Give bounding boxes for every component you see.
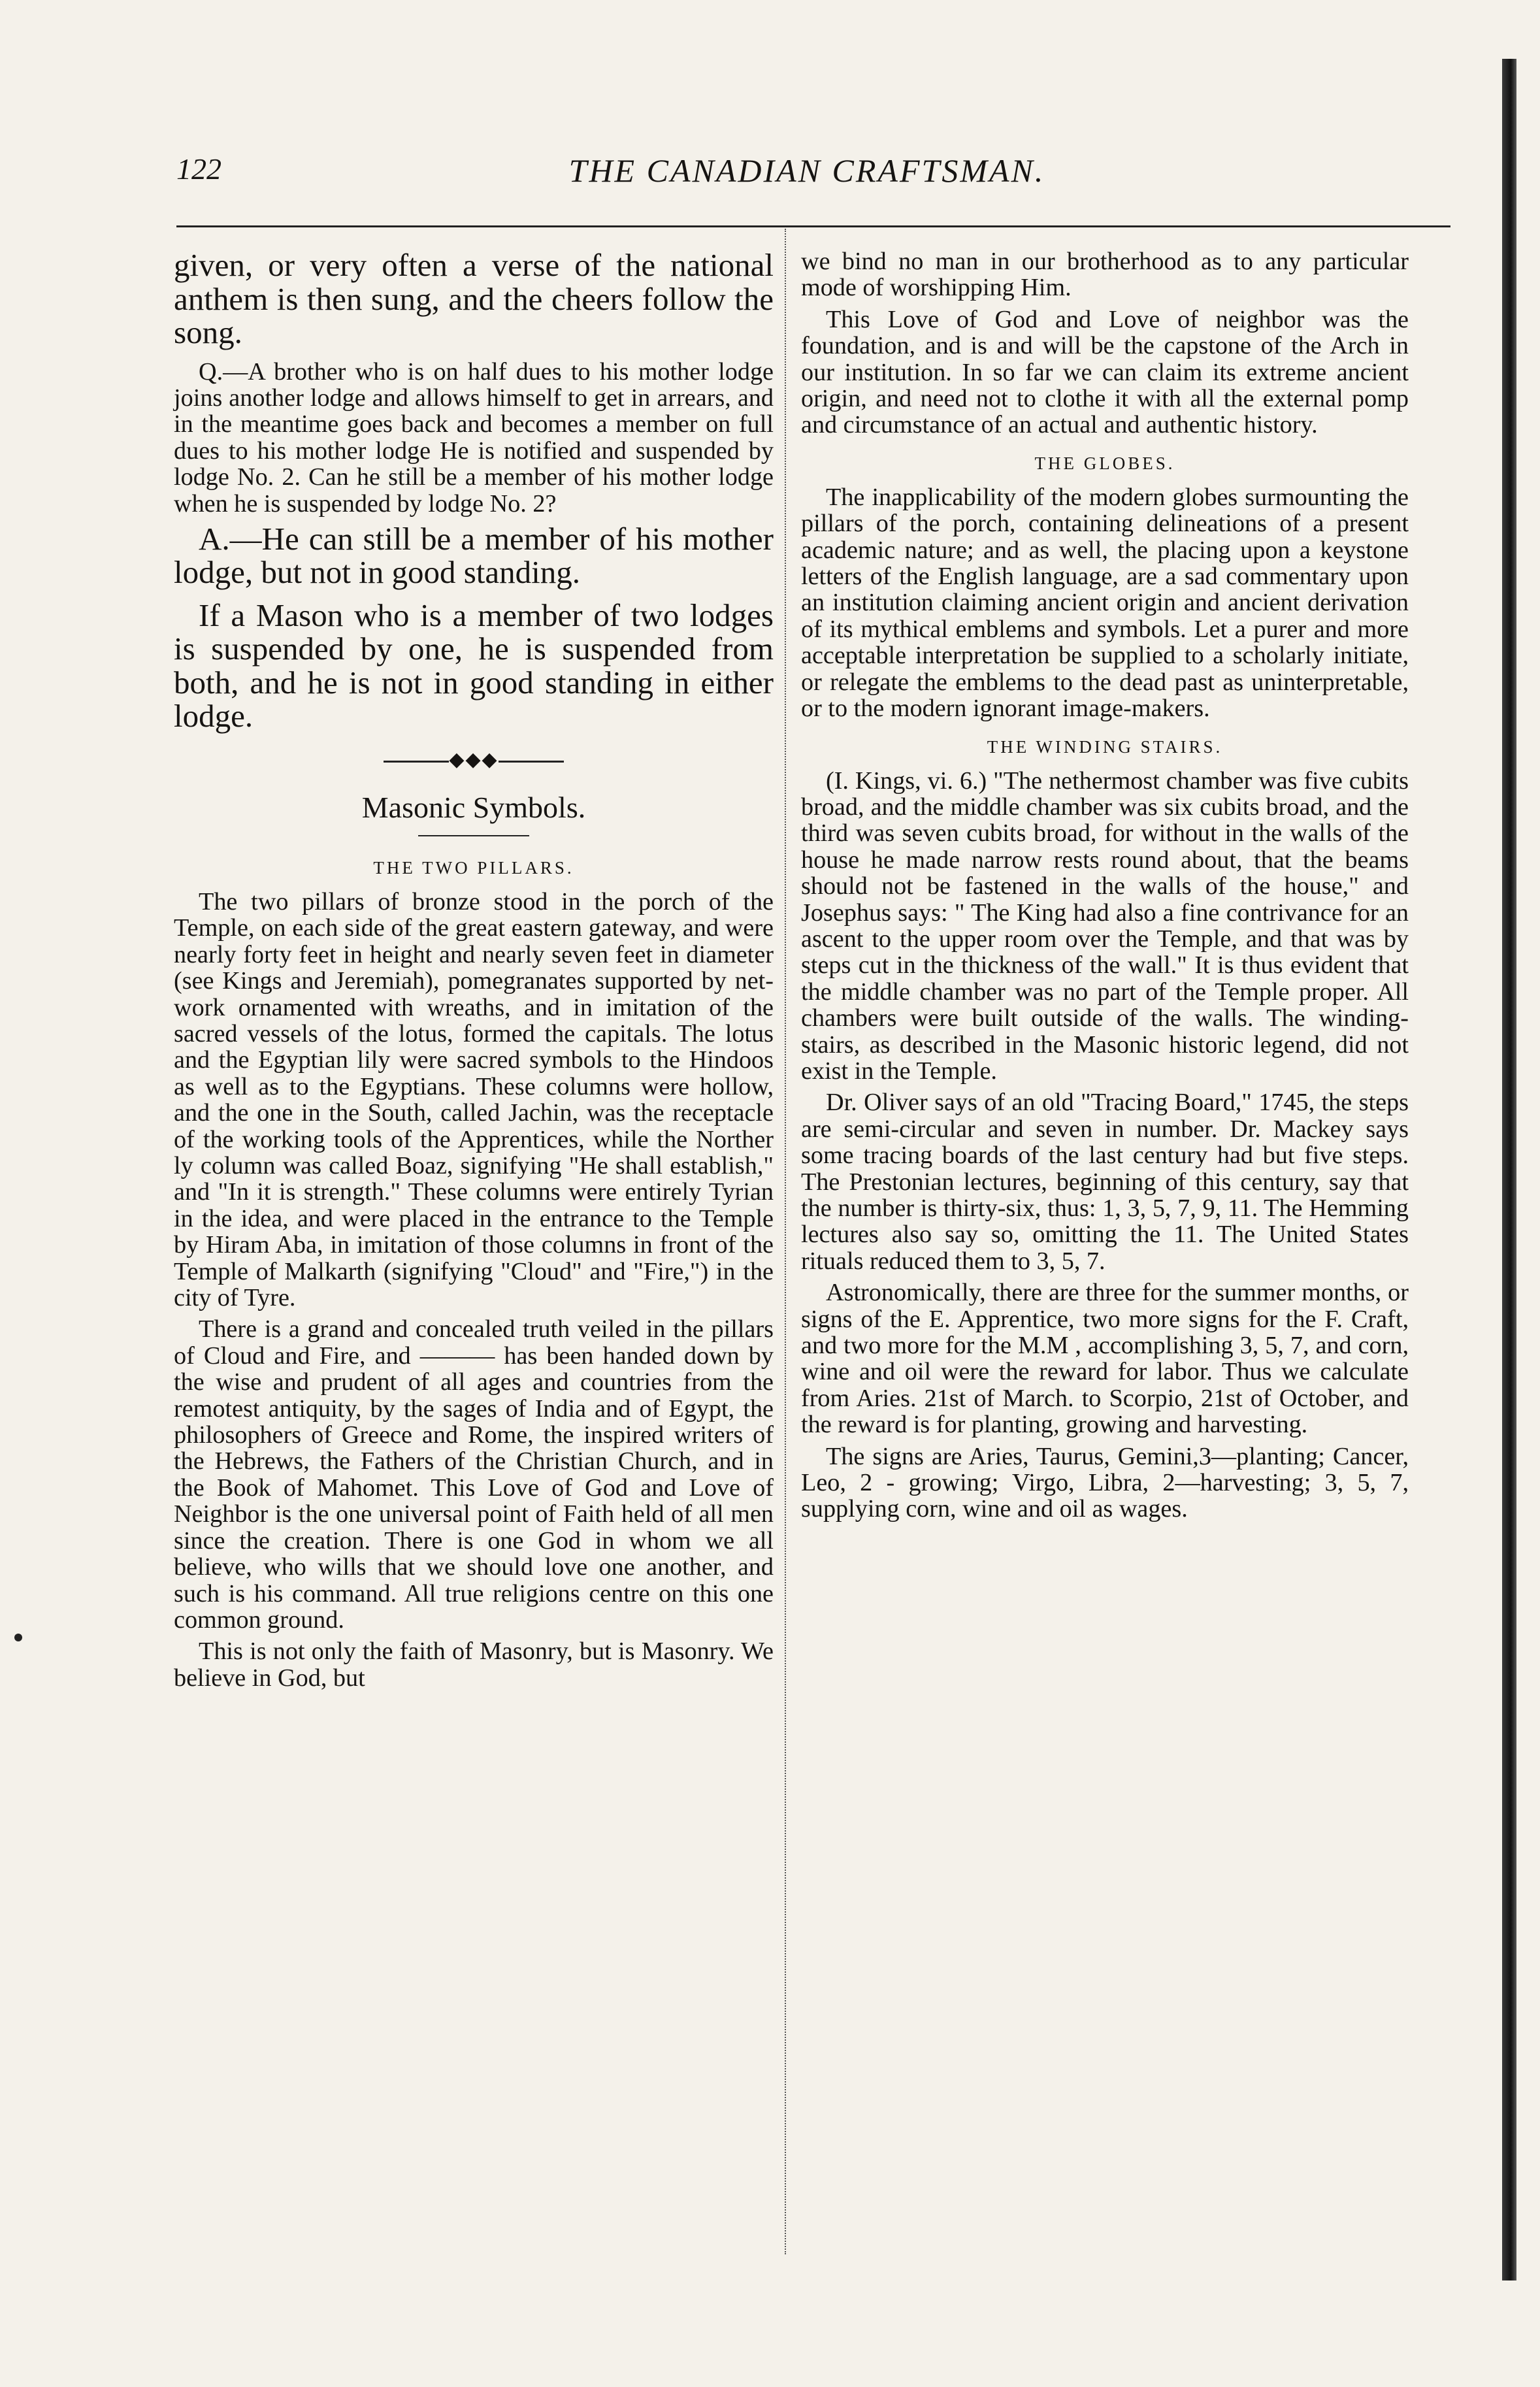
subheading-winding-stairs: THE WINDING STAIRS.	[987, 736, 1223, 757]
section-title: Masonic Symbols.	[361, 790, 586, 824]
subheading-globes: THE GLOBES.	[1034, 453, 1175, 473]
answer-paragraph-2: If a Mason who is a member of two lodges is suspended by one, he is suspended from both, and he is not in good standing in either lodge.	[174, 597, 774, 734]
subheading-two-pillars: THE TWO PILLARS.	[373, 857, 574, 878]
left-column	[174, 248, 774, 1696]
ink-speck	[14, 1634, 22, 1641]
journal-title: THE CANADIAN CRAFTSMAN.	[568, 152, 1045, 189]
pillars-paragraph-2: There is a grand and concealed truth veiled in the pillars of Cloud and Fire, and ——— has been handed down by the wise and prudent of all ages and countries from the remotest antiquity, by the sages of India and of Egypt, the philosophers of Greece and Rome, the inspired writers of the Hebrews, the Fathers of the Christian Church, and in the Book of Mahomet. This Love of God and Love of Neighbor is the one universal point of Faith held of all men since the creation. There is one God in whom we all believe, who wills that we should love one another, and such is his command. All true religions centre on this one common ground.	[174, 1315, 774, 1634]
stairs-paragraph-1: (I. Kings, vi. 6.) "The nethermost chamber was five cubits broad, and the middle chamber was six cubits broad, and the third was seven cubits broad, for without in the walls of the house he made narrow rests round about, that the beams should not be fastened in the walls of the house," and Josephus says: " The King had also a fine contrivance for an ascent to the upper room over the Temple, and that was by steps cut in the thickness of the wall." It is thus evident that the middle chamber was no part of the Temple proper. All chambers were built outside of the walls. The winding-stairs, as described in the Masonic historic legend, did not exist in the Temple.	[801, 766, 1409, 1085]
right-intro-paragraph-2: This Love of God and Love of neighbor was the foundation, and is and will be the capstone of the Arch in our institution. In so far we can claim its extreme ancient origin, and need not to clothe it with all the external pomp and circumstance of an actual and authentic history.	[801, 305, 1409, 439]
header-rule	[176, 225, 1450, 227]
pillars-paragraph-1: The two pillars of bronze stood in the porch of the Temple, on each side of the great eastern gateway, and were nearly forty feet in height and nearly seven feet in diameter (see Kings and Jeremiah), pomegranates supported by net-work ornamented with wreaths, and in imitation of the sacred vessels of the lotus, formed the capitals. The lotus and the Egyptian lily were sacred symbols to the Hindoos as well as to the Egyptians. These columns were hollow, and the one in the South, called Jachin, was the receptacle of the working tools of the Apprentices, while the Norther ly column was called Boaz, signifying "He shall establish," and "In it is strength." These columns were entirely Tyrian in the idea, and were placed in the entrance to the Temple by Hiram Aba, in imitation of those columns in front of the Temple of Malkarth (signifying "Cloud" and "Fire,") in the city of Tyre.	[174, 887, 774, 1312]
right-intro-paragraph-1: we bind no man in our brotherhood as to any particular mode of worshipping Him.	[801, 248, 1409, 302]
stairs-paragraph-2: Dr. Oliver says of an old "Tracing Board," 1745, the steps are semi-circular and seven in number. Dr. Mackey says some tracing boards of the last century had but five steps. The Prestonian lectures, beginning of this century, say that the number is thirty-six, thus: 1, 3, 5, 7, 9, 11. The Hemming lectures also say so, omitting the 11. The United States rituals reduced them to 3, 5, 7.	[801, 1089, 1409, 1275]
stairs-paragraph-3: Astronomically, there are three for the summer months, or signs of the E. Apprentice, two more signs for the F. Craft, and two more for the M.M , accomplishing 3, 5, 7, and corn, wine and oil were the reward for labor. Thus we calculate from Aries. 21st of March. to Scorpio, 21st of October, and the reward is for planting, growing and harvesting.	[801, 1279, 1409, 1439]
answer-paragraph-1: A.—He can still be a member of his mother lodge, but not in good standing.	[174, 520, 774, 591]
answer-block	[174, 522, 774, 733]
title-rule	[418, 835, 529, 836]
page-number: 122	[176, 152, 221, 186]
pillars-paragraph-3: This is not only the faith of Masonry, but is Masonry. We believe in God, but	[174, 1638, 774, 1692]
section-ornament: ◆◆◆	[174, 750, 774, 770]
question-paragraph: Q.—A brother who is on half dues to his mother lodge joins another lodge and allows himself to get in arrears, and in the meantime goes back and becomes a member on full dues to his mother lodge He is notified and suspended by lodge No. 2. Can he still be a member of his mother lodge when he is suspended by lodge No. 2?	[174, 357, 774, 518]
intro-paragraph-1: given, or very often a verse of the national anthem is then sung, and the cheers follow the song.	[174, 247, 774, 350]
stairs-paragraph-4: The signs are Aries, Taurus, Gemini,3—planting; Cancer, Leo, 2 - growing; Virgo, Libra, 2—harvesting; 3, 5, 7, supplying corn, wine and oil as wages.	[801, 1442, 1409, 1523]
right-column	[801, 248, 1409, 1528]
globes-paragraph-1: The inapplicability of the modern globes surmounting the pillars of the porch, containing delineations of a present academic nature; and as well, the placing upon a keystone letters of the English language, are a sad commentary upon an institution claiming ancient origin and ancient derivation of its mythical emblems and symbols. Let a purer and more acceptable interpretation be supplied to a scholarly initiate, or relegate the emblems to the dead past as uninterpretable, or to the modern ignorant image-makers.	[801, 483, 1409, 723]
column-divider	[785, 229, 786, 2254]
scan-edge-shadow	[1502, 59, 1516, 2280]
running-head	[163, 152, 1450, 204]
intro-block	[174, 248, 774, 350]
